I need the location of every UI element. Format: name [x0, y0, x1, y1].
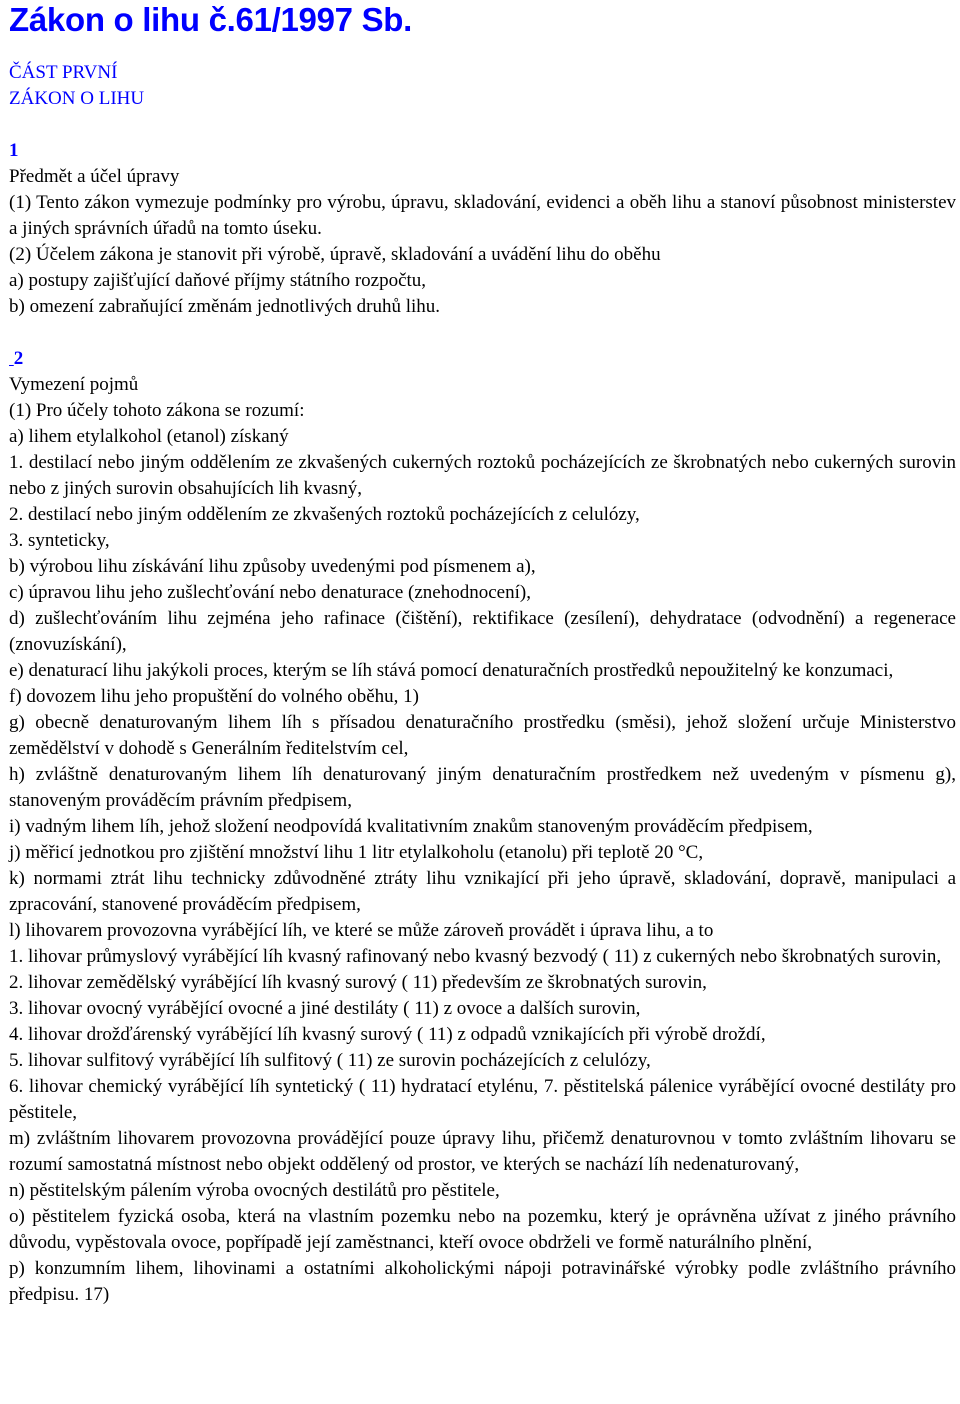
spacer	[9, 112, 956, 138]
section-heading: Předmět a účel úpravy	[9, 166, 180, 187]
list-item: 1. destilací nebo jiným oddělením ze zkvašených cukerných roztoků pocházejících ze škrobnatých nebo cukerných surovin nebo z jiných surovin obsahujících lih kvasný,	[9, 452, 956, 499]
section-number-link[interactable]	[9, 346, 956, 372]
list-item: 2. destilací nebo jiným oddělením ze zkvašených roztoků pocházejících z celulózy,	[9, 504, 640, 525]
list-item: 1. lihovar průmyslový vyrábějící líh kvasný rafinovaný nebo kvasný bezvodý ( 11) z cukerných nebo škrobnatých surovin,	[9, 946, 942, 967]
list-item: m) zvláštním lihovarem provozovna provádějící pouze úpravy lihu, přičemž denaturovnou v tomto zvláštním lihovaru se rozumí samostatná místnost nebo objekt oddělený od prostor, ve kterých se nachází líh nedenaturovaný,	[9, 1128, 956, 1175]
paragraph: (2) Účelem zákona je stanovit při výrobě, úpravě, skladování a uvádění lihu do oběhu	[9, 244, 661, 265]
section-2	[9, 346, 956, 1308]
document-title: Zákon o lihu č.61/1997 Sb.	[9, 1, 413, 38]
list-item: a) postupy zajišťující daňové příjmy státního rozpočtu,	[9, 270, 427, 291]
list-item: c) úpravou lihu jeho zušlechťování nebo denaturace (znehodnocení),	[9, 582, 531, 603]
list-item: i) vadným lihem líh, jehož složení neodpovídá kvalitativním znakům stanoveným prováděcím předpisem,	[9, 816, 813, 837]
part-title[interactable]: ZÁKON O LIHU	[9, 88, 145, 109]
list-item: h) zvláštně denaturovaným lihem líh denaturovaný jiným denaturačním prostředkem než uvedeným v písmenu g), stanoveným prováděcím právním předpisem,	[9, 764, 956, 811]
list-item: 2. lihovar zemědělský vyrábějící líh kvasný surový ( 11) především ze škrobnatých surovin,	[9, 972, 707, 993]
list-item: j) měřicí jednotkou pro zjištění množství lihu 1 litr etylalkoholu (etanolu) při teplotě 20 °C,	[9, 842, 704, 863]
list-item: l) lihovarem provozovna vyrábějící líh, ve které se může zároveň provádět i úprava lihu, a to	[9, 920, 714, 941]
list-item: 3. lihovar ovocný vyrábějící ovocné a jiné destiláty ( 11) z ovoce a dalších surovin,	[9, 998, 641, 1019]
list-item: 4. lihovar drožďárenský vyrábějící líh kvasný surový ( 11) z odpadů vznikajících při výrobě droždí,	[9, 1024, 766, 1045]
list-item: o) pěstitelem fyzická osoba, která na vlastním pozemku nebo na pozemku, který je oprávněna užívat z jiného právního důvodu, vypěstovala ovoce, popřípadě její zaměstnanci, kteří ovoce obdrželi ve formě naturálního plnění,	[9, 1206, 956, 1253]
list-item: n) pěstitelským pálením výroba ovocných destilátů pro pěstitele,	[9, 1180, 500, 1201]
list-item: b) omezení zabraňující změnám jednotlivých druhů lihu.	[9, 296, 441, 317]
section-1	[9, 138, 956, 320]
list-item: 5. lihovar sulfitový vyrábějící líh sulfitový ( 11) ze surovin pocházejících z celulózy,	[9, 1050, 651, 1071]
paragraph: (1) Pro účely tohoto zákona se rozumí:	[9, 400, 305, 421]
list-item: b) výrobou lihu získávání lihu způsoby uvedenými pod písmenem a),	[9, 556, 536, 577]
list-item: 6. lihovar chemický vyrábějící líh syntetický ( 11) hydratací etylénu, 7. pěstitelská pálenice vyrábějící ovocné destiláty pro pěstitele,	[9, 1076, 956, 1123]
list-item: e) denaturací lihu jakýkoli proces, kterým se líh stává pomocí denaturačních prostředků nepoužitelný ke konzumaci,	[9, 660, 894, 681]
paragraph: (1) Tento zákon vymezuje podmínky pro výrobu, úpravu, skladování, evidenci a oběh lihu a stanoví působnost ministerstev a jiných správních úřadů na tomto úseku.	[9, 192, 956, 239]
list-item: d) zušlechťováním lihu zejména jeho rafinace (čištění), rektifikace (zesílení), dehydratace (odvodnění) a regenerace (znovuzískání),	[9, 608, 956, 655]
spacer	[9, 320, 956, 346]
section-number: 2	[13, 348, 24, 369]
list-item: f) dovozem lihu jeho propuštění do volného oběhu, 1)	[9, 686, 420, 707]
list-item: p) konzumním lihem, lihovinami a ostatními alkoholickými nápoji potravinářské výrobky podle zvláštního právního předpisu. 17)	[9, 1258, 956, 1305]
list-item: a) lihem etylalkohol (etanol) získaný	[9, 426, 289, 447]
part-label[interactable]: ČÁST PRVNÍ	[9, 62, 118, 83]
list-item: g) obecně denaturovaným lihem líh s přísadou denaturačního prostředku (směsi), jehož složení určuje Ministerstvo zemědělství v dohodě s Generálním ředitelstvím cel,	[9, 712, 956, 759]
list-item: k) normami ztrát lihu technicky zdůvodněné ztráty lihu vznikající při jeho úpravě, skladování, dopravě, manipulaci a zpracování, stanovené prováděcím předpisem,	[9, 868, 956, 915]
section-heading: Vymezení pojmů	[9, 374, 139, 395]
section-number-link[interactable]: 1	[9, 140, 19, 161]
list-item: 3. synteticky,	[9, 530, 110, 551]
